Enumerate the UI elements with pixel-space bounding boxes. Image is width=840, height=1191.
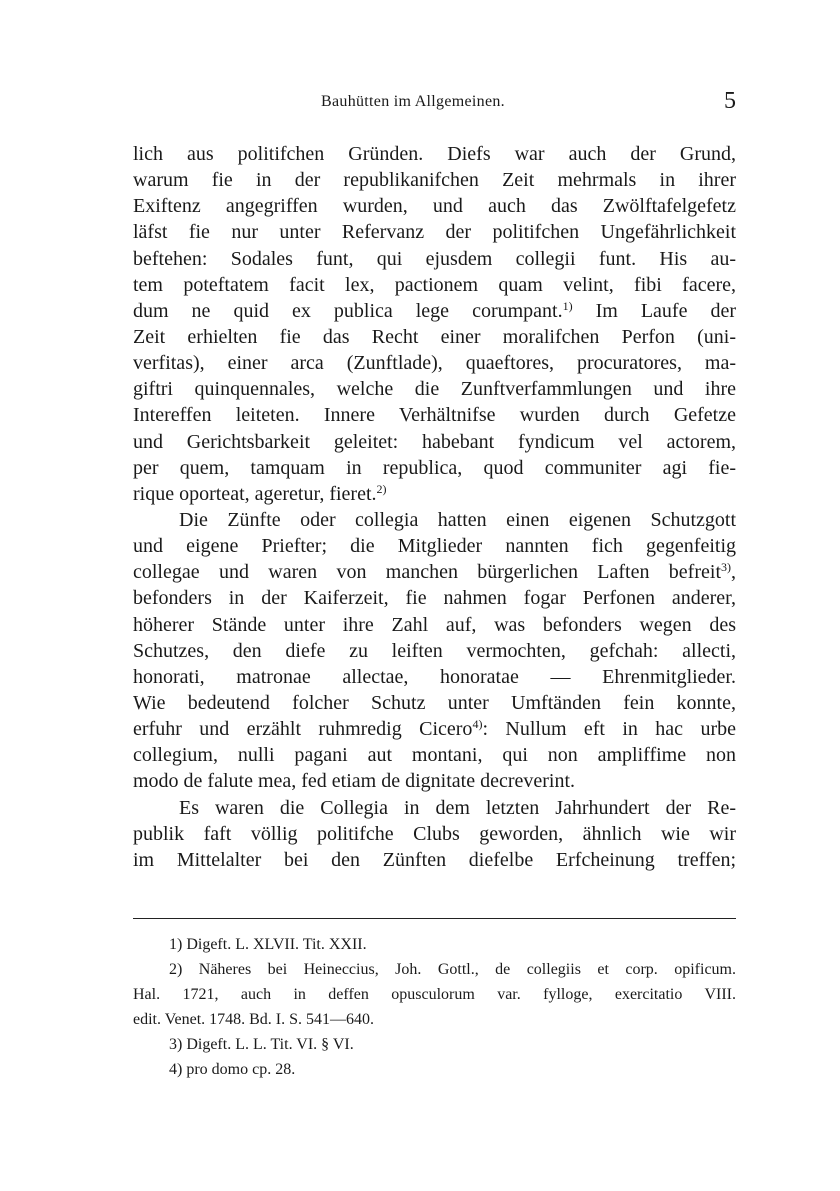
footnote-line bbox=[133, 957, 736, 982]
body-line bbox=[133, 246, 736, 272]
body-line-text: giftri quinquennales, welche die Zunftverfammlungen und ihre bbox=[133, 378, 736, 401]
footnote-line bbox=[133, 1032, 736, 1057]
body-line-text: lich aus politifchen Gründen. Diefs war auch der Grund, bbox=[133, 143, 736, 165]
running-title: Bauhütten im Allgemeinen. bbox=[321, 93, 505, 110]
body-line bbox=[133, 324, 736, 350]
body-line-text: per quem, tamquam in republica, quod communiter agi fie- bbox=[133, 456, 736, 479]
body-line-text: und eigene Priefter; die Mitglieder nannten fich gegenfeitig bbox=[133, 535, 736, 558]
body-line bbox=[133, 141, 736, 167]
body-line bbox=[133, 507, 736, 533]
body-line bbox=[133, 768, 736, 794]
body-line-text: Zeit erhielten fie das Recht einer moralifchen Perfon (uni- bbox=[133, 325, 736, 348]
page-number: 5 bbox=[724, 88, 736, 114]
body-line-text: und Gerichtsbarkeit geleitet: habebant fyndicum vel actorem, bbox=[133, 430, 736, 453]
footnote-reference: 2) bbox=[376, 481, 387, 496]
body-line bbox=[133, 376, 736, 402]
body-line-text: Intereffen leiteten. Innere Verhältnifse wurden durch Gefetze bbox=[133, 404, 736, 427]
body-line bbox=[133, 795, 736, 821]
body-line-text: collegae und waren von manchen bürgerlichen Laften befreit bbox=[133, 561, 721, 584]
body-line bbox=[133, 481, 736, 507]
body-line-text: modo de falute mea, fed etiam de dignitate decreverint. bbox=[133, 770, 576, 793]
footnote-line-text: edit. Venet. 1748. Bd. I. S. 541—640. bbox=[133, 1011, 375, 1028]
body-line bbox=[133, 402, 736, 428]
body-line-text: Wie bedeutend folcher Schutz unter Umftänden fein konnte, bbox=[133, 691, 736, 714]
body-line-text: Schutzes, den diefe zu leiften vermochten, gefchah: allecti, bbox=[133, 639, 736, 662]
body-line bbox=[133, 167, 736, 193]
body-line-text: Es waren die Collegia in dem letzten Jahrhundert der Re- bbox=[179, 796, 736, 819]
body-line-text: honorati, matronae allectae, honoratae — Ehrenmitglieder. bbox=[133, 665, 736, 688]
body-line-text-continued: : Nullum eft in hac urbe bbox=[482, 718, 736, 741]
running-head bbox=[133, 88, 736, 118]
body-line bbox=[133, 664, 736, 690]
footnote-line-text: 3) Digeft. L. L. Tit. VI. § VI. bbox=[169, 1036, 354, 1053]
body-line-text: dum ne quid ex publica lege corumpant. bbox=[133, 299, 563, 322]
footnote-line-text: 1) Digeft. L. XLVII. Tit. XXII. bbox=[169, 936, 367, 953]
body-line bbox=[133, 585, 736, 611]
body-line-text: im Mittelalter bei den Zünften diefelbe Erfcheinung treffen; bbox=[133, 848, 736, 871]
body-line-text: collegium, nulli pagani aut montani, qui non ampliffime non bbox=[133, 744, 736, 767]
body-line-text: rique oporteat, ageretur, fieret. bbox=[133, 482, 377, 505]
footnotes bbox=[133, 932, 736, 1082]
footnote-reference: 3) bbox=[721, 560, 731, 575]
body-line-text: erfuhr und erzählt ruhmredig Cicero bbox=[133, 718, 473, 741]
body-text bbox=[133, 141, 736, 873]
body-line-text: Die Zünfte oder collegia hatten einen eigenen Schutzgott bbox=[179, 508, 736, 531]
footnote-line bbox=[133, 932, 736, 957]
body-line-text: tem poteftatem facit lex, pactionem quam velint, fibi facere, bbox=[133, 273, 736, 296]
body-line-text: befonders in der Kaiferzeit, fie nahmen fogar Perfonen anderer, bbox=[133, 587, 736, 610]
footnote-line bbox=[133, 1007, 736, 1032]
body-line-text: warum fie in der republikanifchen Zeit mehrmals in ihrer bbox=[133, 169, 736, 192]
body-line-text-continued: , bbox=[731, 561, 736, 584]
body-line-text: Exiftenz angegriffen wurden, und auch das Zwölftafelgefetz bbox=[133, 195, 736, 218]
body-line bbox=[133, 533, 736, 559]
body-line bbox=[133, 219, 736, 245]
body-line bbox=[133, 612, 736, 638]
body-line bbox=[133, 742, 736, 768]
body-line bbox=[133, 559, 736, 585]
footnote-rule bbox=[133, 918, 736, 919]
body-line-text-continued: Im Laufe der bbox=[572, 299, 736, 322]
body-line bbox=[133, 272, 736, 298]
body-line bbox=[133, 350, 736, 376]
body-line bbox=[133, 429, 736, 455]
footnote-reference: 4) bbox=[472, 717, 483, 732]
footnote-line-text: Hal. 1721, auch in deffen opusculorum var. fylloge, exercitatio VIII. bbox=[133, 986, 736, 1003]
body-line-text: höherer Stände unter ihre Zahl auf, was befonders wegen des bbox=[133, 613, 736, 636]
body-line bbox=[133, 690, 736, 716]
body-line-text: beftehen: Sodales funt, qui ejusdem collegii funt. His au- bbox=[133, 247, 736, 270]
body-line bbox=[133, 193, 736, 219]
footnote-line bbox=[133, 982, 736, 1007]
body-line-text: verfitas), einer arca (Zunftlade), quaeftores, procuratores, ma- bbox=[133, 352, 736, 375]
footnote-line-text: 4) pro domo cp. 28. bbox=[169, 1061, 296, 1078]
footnote-reference: 1) bbox=[562, 298, 573, 313]
body-line bbox=[133, 716, 736, 742]
body-line-text: publik faft völlig politifche Clubs geworden, ähnlich wie wir bbox=[133, 822, 736, 845]
footnote-line bbox=[133, 1057, 736, 1082]
body-line bbox=[133, 821, 736, 847]
body-line-text: läfst fie nur unter Refervanz der politifchen Ungefährlichkeit bbox=[133, 221, 736, 244]
body-line bbox=[133, 455, 736, 481]
footnote-line-text: 2) Näheres bei Heineccius, Joh. Gottl., de collegiis et corp. opificum. bbox=[169, 961, 736, 978]
body-line bbox=[133, 298, 736, 324]
body-line bbox=[133, 847, 736, 873]
body-line bbox=[133, 638, 736, 664]
